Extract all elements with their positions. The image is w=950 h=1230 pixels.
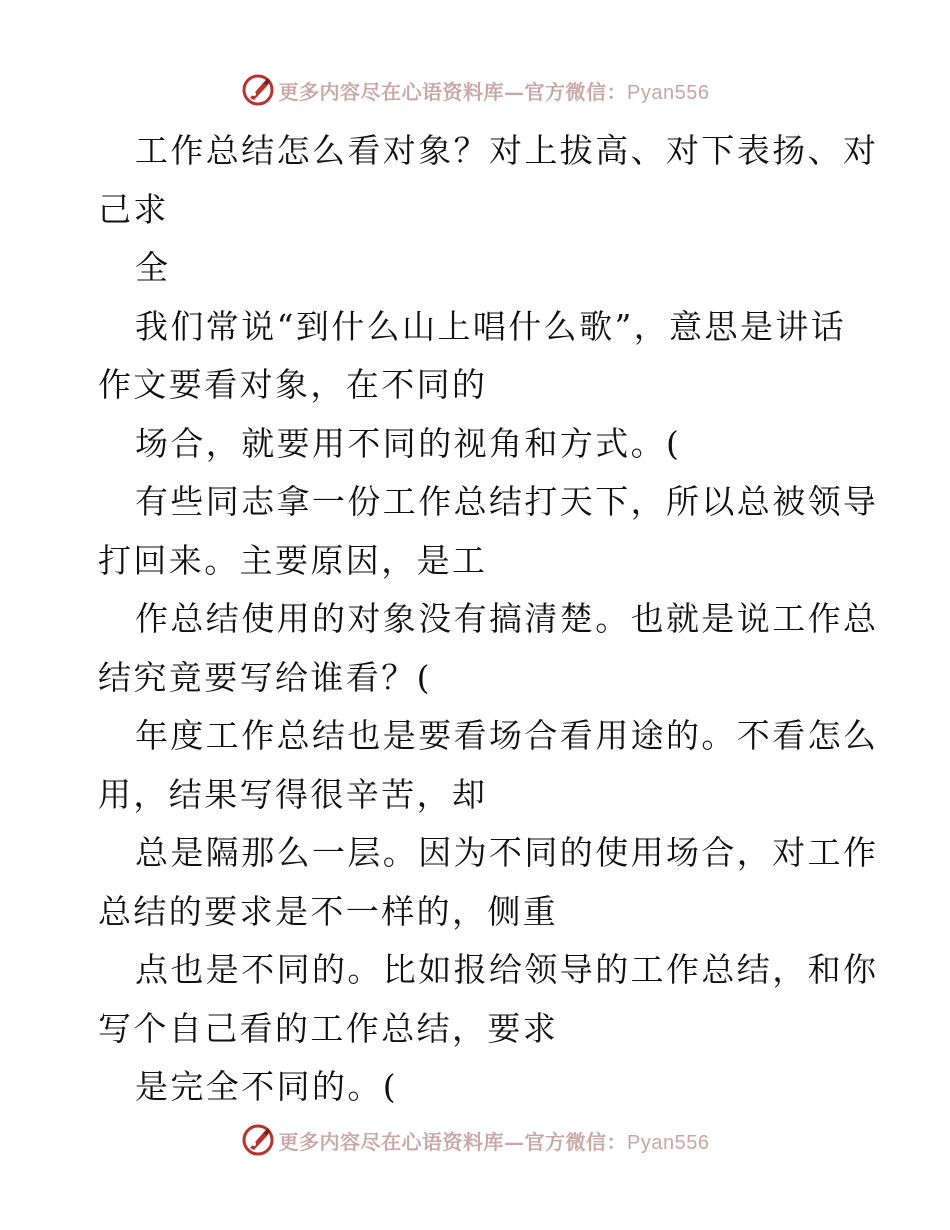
text-line: 年度工作总结也是要看场合看用途的。不看怎么 <box>135 716 879 755</box>
text-line: 打回来。主要原因，是工 <box>98 540 488 580</box>
header-watermark-text <box>279 76 710 105</box>
quill-logo-icon <box>241 1123 275 1157</box>
header-watermark-handle: Pyan556 <box>627 81 710 104</box>
text-line: 是完全不同的。( <box>135 1067 399 1106</box>
text-line: 全 <box>135 248 171 287</box>
text-line: 结究竟要写给谁看？( <box>98 657 432 697</box>
footer-watermark-text <box>279 1126 710 1155</box>
text-line: 用，结果写得很辛苦，却 <box>98 774 488 814</box>
text-line: 工作总结怎么看对象？对上拔高、对下表扬、对 <box>135 131 879 170</box>
quill-logo-icon <box>241 73 275 107</box>
text-line: 有些同志拿一份工作总结打天下，所以总被领导 <box>135 482 879 521</box>
text-line: 己求 <box>98 189 169 229</box>
text-line: 总是隔那么一层。因为不同的使用场合，对工作 <box>135 833 879 872</box>
text-line: 作文要看对象，在不同的 <box>98 365 488 404</box>
header-watermark <box>0 70 950 110</box>
header-watermark-prefix: 更多内容尽在心语资料库—官方微信： <box>278 79 628 104</box>
text-line: 我们常说“到什么山上唱什么歌”，意思是讲话 <box>135 306 847 346</box>
footer-watermark <box>0 1120 950 1160</box>
footer-watermark-prefix: 更多内容尽在心语资料库—官方微信： <box>278 1129 628 1154</box>
text-line: 作总结使用的对象没有搞清楚。也就是说工作总 <box>135 599 879 638</box>
text-line: 总结的要求是不一样的，侧重 <box>98 891 559 931</box>
document-body <box>98 122 879 1117</box>
text-line: 点也是不同的。比如报给领导的工作总结，和你 <box>135 950 879 989</box>
text-line: 场合，就要用不同的视角和方式。( <box>135 423 682 463</box>
text-line: 写个自己看的工作总结，要求 <box>98 1008 559 1048</box>
footer-watermark-handle: Pyan556 <box>627 1131 710 1154</box>
